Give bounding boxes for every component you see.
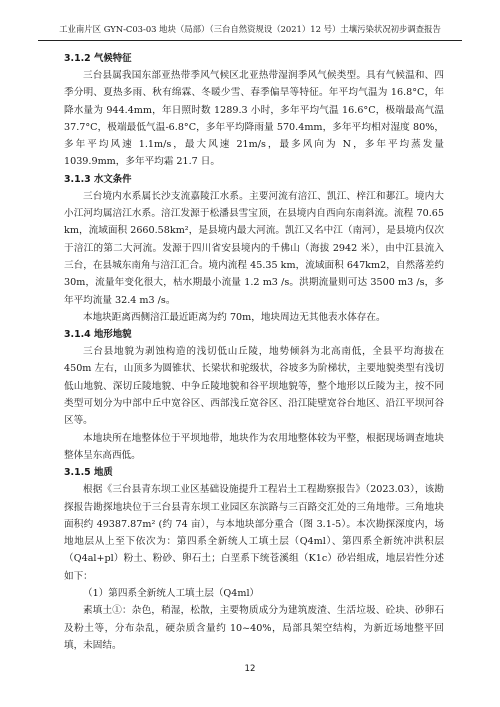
list-item-fill-layer: （1）第四系全新统人工填土层（Q4ml） (83, 588, 260, 600)
paragraph-hydrology-distance: 本地块距离西侧涪江最近距离为约 70m，地块周边无其他表水体存在。 (83, 311, 386, 323)
page-number: 12 (244, 664, 256, 674)
page-content (64, 50, 444, 654)
paragraph-climate: 三台县属我国东部亚热带季风气候区北亚热带湿润季风气候类型。具有气候温和、四季分明、夏热多雨、秋有绵霖、冬暖少雪、春季偏旱等特征。年平均气温为 16.8°C，年降水量为 944.4mm，年日照时数 1289.3 小时，多年平均气温 16.6°C，极端最高气温 37.7°C，极端最低气温-6.8°C，多年平均降雨量 570.4mm，多年平均相对湿度 80%，多年平均风速 1.1m/s，最大风速 21m/s，最多风向为 N，多年平均蒸发量 1039.9mm，多年平均霜 21.7 日。 (64, 70, 444, 168)
paragraph-fill-soil: 素填土①：杂色，稍湿，松散，主要物质成分为建筑废渣、生活垃圾、砼块、砂卵石及粉土等，分布杂乱，硬杂质含量约 10~40%，局部具架空结构，为新近场地整平回填，未固结。 (64, 605, 444, 651)
paragraph-landform-site: 本地块所在地整体位于平坝地带，地块作为农用地整体较为平整，根据现场调查地块整体呈东高西低。 (64, 432, 444, 461)
section-heading-hydrology: 3.1.3 水文条件 (64, 173, 132, 185)
paragraph-hydrology: 三台境内水系属长沙支流嘉陵江水系。主要河流有涪江、凯江、梓江和郪江。境内大小江河均属涪江水系。涪江发源于松潘县雪宝顶，在县境内自西向东南斜流。流程 70.65 km，流域面积 2660.58km²，是县境内最大河流。凯江又名中江（南河），是县境内仅次于涪江的第二大河流。发源于四川省安县境内的千佛山（海拔 2942 米），由中江县流入三台，在县城东南角与涪江汇合。境内流程 45.35 km，流域面积 647km2，自然落差约 30m，流量年变化很大，枯水期最小流量 1.2 m3 /s。洪期流量则可达 3500 m3 /s，多年平均流量 32.4 m3 /s。 (64, 190, 444, 306)
paragraph-geology: 根据《三台县青东坝工业区基础设施提升工程岩土工程勘察报告》（2023.03），该勘探报告勘探地块位于三台县青东坝工业园区东滨路与三百路交汇处的三角地带。三角地块面积约 49387.87m² (约 74 亩），与本地块部分重合（图 3.1-5）。本次勘探深度内，场地地层从上至下依次为：第四系全新统人工填土层（Q4ml）、第四系全新统冲洪积层（Q4al+pl）粉土、粉砂、卵石土；白垩系下统苍溪组（K1c）砂岩组成，地层岩性分述如下： (64, 484, 444, 582)
section-heading-geology: 3.1.5 地质 (64, 467, 113, 479)
paragraph-landform: 三台县地貌为剥蚀构造的浅切低山丘陵，地势倾斜为北高南低，全县平均海拔在 450m 左右，山顶多为圆锥状、长梁状和驼级状，谷坡多为阶梯状，主要地貌类型有浅切低山地貌、深切丘陵地貌、中争丘陵地貌和谷平坝地貌等，整个地形以丘陵为主，按不同类型可划分为中部中丘中宽谷区、西部浅丘宽谷区、沿江陡壁宽谷台地区、沿江平坝河谷区等。 (64, 346, 444, 427)
running-header: 工业南片区 GYN-C03-03 地块（局部）（三台自然资规设（2021）12 号）土壤污染状况初步调查报告 (38, 22, 462, 41)
section-heading-landform: 3.1.4 地形地貌 (64, 329, 132, 341)
section-heading-climate: 3.1.2 气候特征 (64, 53, 132, 64)
